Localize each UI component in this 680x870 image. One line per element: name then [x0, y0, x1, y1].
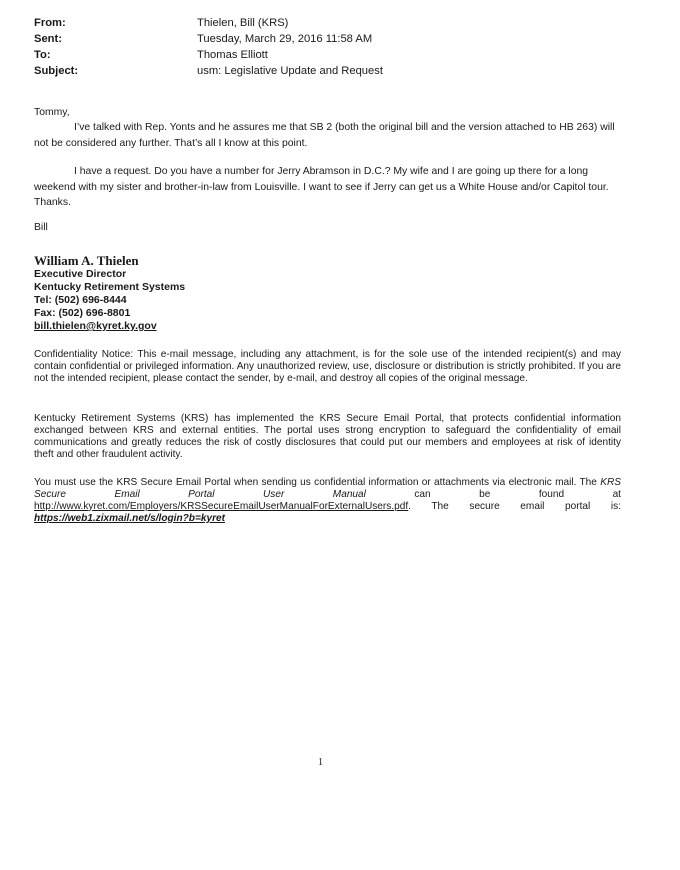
- sent-row: [34, 31, 654, 47]
- portal-url-link[interactable]: https://web1.zixmail.net/s/login?b=kyret: [34, 512, 225, 524]
- usage-intro: You must use the KRS Secure Email Portal when sending us confidential information or attachments via electronic mail. The: [34, 477, 601, 488]
- portal-usage: [34, 477, 621, 525]
- greeting: Tommy,: [34, 107, 70, 118]
- body-paragraph-1: [34, 120, 619, 151]
- subject-row: [34, 63, 654, 79]
- page-number: 1: [318, 757, 323, 768]
- from-value: Thielen, Bill (KRS): [197, 17, 289, 29]
- confidentiality-notice: Confidentiality Notice: This e-mail message, including any attachment, is for the sole use of the intended recipient(s) and may contain confidential or privileged information. Any unauthorized review, use, disclosure or distribution is strictly prohibited. If you are not the intended recipient, please contact the sender, by e-mail, and destroy all copies of the original message.: [34, 349, 621, 384]
- portal-notice: Kentucky Retirement Systems (KRS) has implemented the KRS Secure Email Portal, that protects confidential information exchanged between KRS and external entities. The portal uses strong encryption to safeguard the confidentiality of email communications and greatly reduces the risk of costly disclosures that could put our members and employees at risk of identity theft and other fraudulent activity.: [34, 413, 621, 460]
- manual-url-link[interactable]: http://www.kyret.com/Employers/KRSSecureEmailUserManualForExternalUsers.pdf: [34, 500, 409, 512]
- signature-organization: Kentucky Retirement Systems: [34, 281, 186, 293]
- body-paragraph-1-text: I’ve talked with Rep. Yonts and he assures me that SB 2 (both the original bill and the version attached to HB 263) will not be considered any further. That’s all I know at this point.: [34, 122, 615, 149]
- usage-end: . The secure email portal is:: [408, 500, 621, 512]
- body-paragraph-2: [34, 164, 619, 211]
- to-value: Thomas Elliott: [197, 49, 268, 61]
- closing: Bill: [34, 222, 48, 233]
- sent-label: Sent:: [34, 33, 62, 45]
- manual-title: KRS Secure Email Portal User Manual: [34, 477, 621, 500]
- usage-mid: can be found at: [365, 488, 621, 500]
- sent-value: Tuesday, March 29, 2016 11:58 AM: [197, 33, 373, 45]
- signature-fax: Fax: (502) 696-8801: [34, 307, 131, 319]
- to-label: To:: [34, 49, 51, 61]
- body-paragraph-2-text: I have a request. Do you have a number for Jerry Abramson in D.C.? My wife and I are going up there for a long weekend with my sister and brother-in-law from Louisville. I want to see if Jerry can get us a White House and/or Capitol tour. Thanks.: [34, 166, 609, 208]
- signature-name: William A. Thielen: [34, 253, 139, 268]
- from-label: From:: [34, 17, 66, 29]
- subject-label: Subject:: [34, 65, 79, 77]
- signature-tel: Tel: (502) 696-8444: [34, 294, 127, 306]
- to-row: [34, 47, 654, 63]
- signature-email-link[interactable]: bill.thielen@kyret.ky.gov: [34, 320, 157, 332]
- from-row: [34, 15, 654, 31]
- signature-title: Executive Director: [34, 268, 127, 280]
- subject-value: usm: Legislative Update and Request: [197, 65, 383, 77]
